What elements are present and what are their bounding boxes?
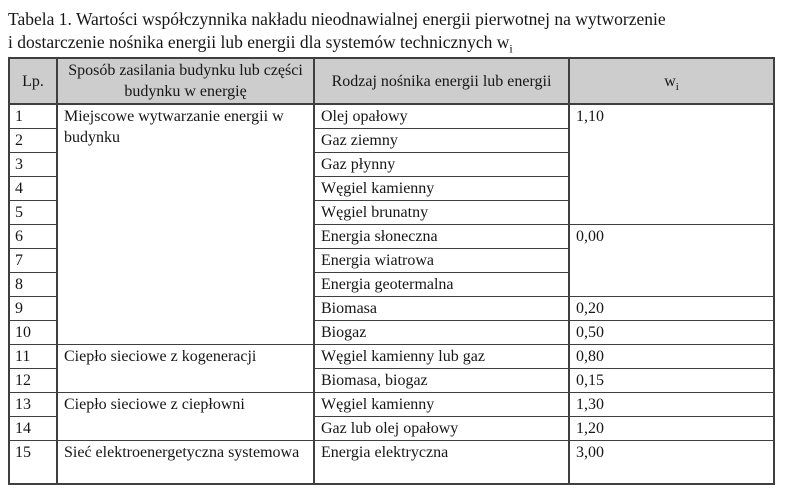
caption-line-1: Tabela 1. Wartości współczynnika nakładu nieodnawialnej energii pierwotnej na wytworzenie	[8, 9, 666, 29]
carrier-cell: Węgiel kamienny lub gaz	[314, 345, 569, 369]
carrier-cell: Biomasa	[314, 297, 569, 321]
header-wi	[569, 58, 774, 104]
wi-value-cell: 1,30	[569, 393, 774, 417]
carrier-cell: Biogaz	[314, 321, 569, 345]
header-wi-base: w	[664, 72, 676, 90]
row-number-cell: 1	[9, 104, 57, 129]
wi-value-cell: 0,00	[569, 225, 774, 297]
table-header-row	[9, 58, 774, 104]
energy-coefficient-table	[8, 57, 775, 485]
carrier-cell: Energia geotermalna	[314, 273, 569, 297]
header-supply: Sposób zasilania budynku lub części budynku w energię	[57, 58, 314, 104]
row-number-cell: 4	[9, 177, 57, 201]
wi-value-cell: 3,00	[569, 441, 774, 484]
carrier-cell: Gaz płynny	[314, 153, 569, 177]
carrier-cell: Gaz ziemny	[314, 129, 569, 153]
supply-cell: Ciepło sieciowe z kogeneracji	[57, 345, 314, 393]
header-carrier: Rodzaj nośnika energii lub energii	[314, 58, 569, 104]
table-row	[9, 104, 774, 129]
row-number-cell: 2	[9, 129, 57, 153]
table-row	[9, 393, 774, 417]
carrier-cell: Węgiel brunatny	[314, 201, 569, 225]
row-number-cell: 5	[9, 201, 57, 225]
carrier-cell: Energia wiatrowa	[314, 249, 569, 273]
row-number-cell: 12	[9, 369, 57, 393]
supply-cell: Miejscowe wytwarzanie energii w budynku	[57, 104, 314, 345]
row-number-cell: 11	[9, 345, 57, 369]
table-caption	[8, 8, 778, 54]
supply-cell: Sieć elektroenergetyczna systemowa	[57, 441, 314, 484]
carrier-cell: Energia słoneczna	[314, 225, 569, 249]
table-row	[9, 345, 774, 369]
row-number-cell: 6	[9, 225, 57, 249]
row-number-cell: 8	[9, 273, 57, 297]
header-wi-subscript: i	[675, 80, 679, 93]
wi-value-cell: 0,80	[569, 345, 774, 369]
row-number-cell: 3	[9, 153, 57, 177]
row-number-cell: 10	[9, 321, 57, 345]
caption-subscript: i	[509, 41, 513, 56]
carrier-cell: Węgiel kamienny	[314, 393, 569, 417]
table-row	[9, 441, 774, 484]
row-number-cell: 7	[9, 249, 57, 273]
carrier-cell: Gaz lub olej opałowy	[314, 417, 569, 441]
carrier-cell: Biomasa, biogaz	[314, 369, 569, 393]
row-number-cell: 15	[9, 441, 57, 484]
header-lp: Lp.	[9, 58, 57, 104]
supply-cell: Ciepło sieciowe z ciepłowni	[57, 393, 314, 441]
wi-value-cell: 1,20	[569, 417, 774, 441]
wi-value-cell: 0,15	[569, 369, 774, 393]
carrier-cell: Olej opałowy	[314, 104, 569, 129]
wi-value-cell: 0,50	[569, 321, 774, 345]
carrier-cell: Energia elektryczna	[314, 441, 569, 484]
carrier-cell: Węgiel kamienny	[314, 177, 569, 201]
wi-value-cell: 0,20	[569, 297, 774, 321]
row-number-cell: 13	[9, 393, 57, 417]
wi-value-cell: 1,10	[569, 104, 774, 225]
row-number-cell: 9	[9, 297, 57, 321]
caption-line-2: i dostarczenie nośnika energii lub energii dla systemów technicznych w	[8, 32, 510, 52]
row-number-cell: 14	[9, 417, 57, 441]
